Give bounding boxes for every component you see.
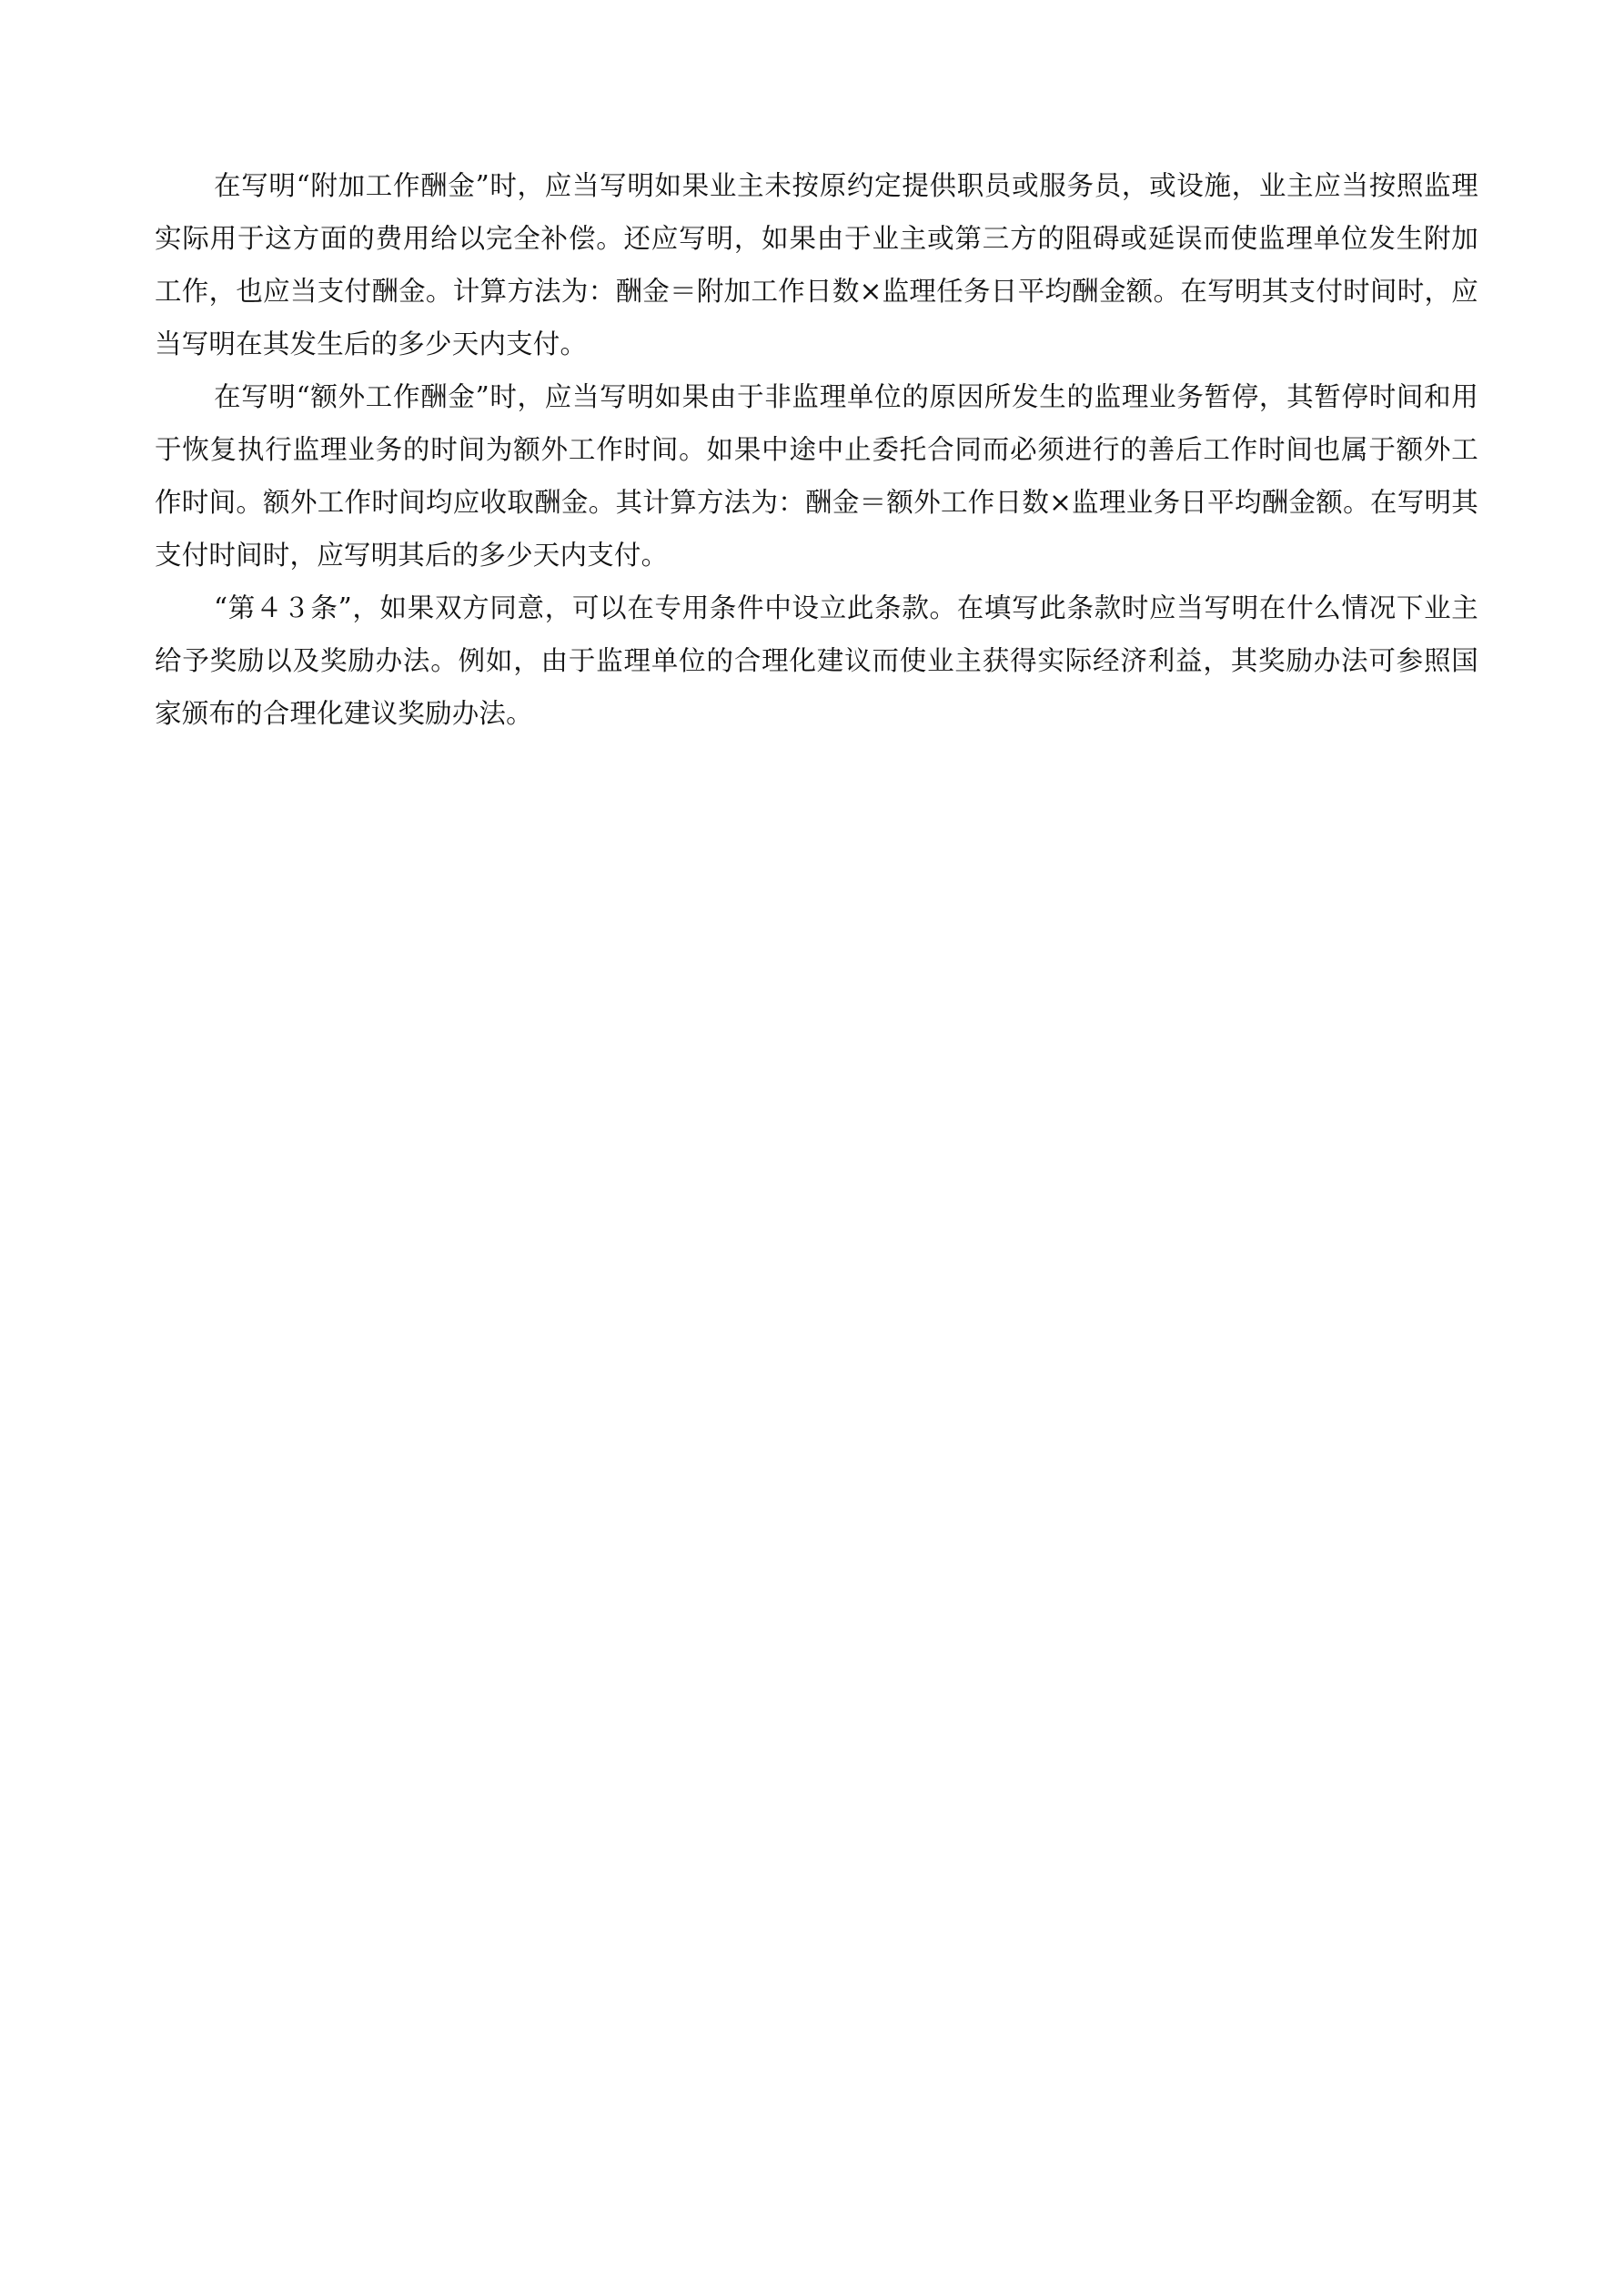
paragraph-article-43: “第４３条”，如果双方同意，可以在专用条件中设立此条款。在填写此条款时应当写明在什么情况下业主给予奖励以及奖励办法。例如，由于监理单位的合理化建议而使业主获得实际经济利益，其奖励办法可参照国家颁布的合理化建议奖励办法。 — [155, 592, 1478, 729]
paragraph-extra-work-fee: 在写明“额外工作酬金”时，应当写明如果由于非监理单位的原因所发生的监理业务暂停，其暂停时间和用于恢复执行监理业务的时间为额外工作时间。如果中途中止委托合同而必须进行的善后工作时间也属于额外工作时间。额外工作时间均应收取酬金。其计算方法为：酬金＝额外工作日数×监理业务日平均酬金额。在写明其支付时间时，应写明其后的多少天内支付。 — [155, 381, 1478, 571]
document-body — [155, 159, 1478, 740]
paragraph-additional-work-fee: 在写明“附加工作酬金”时，应当写明如果业主未按原约定提供职员或服务员，或设施，业主应当按照监理实际用于这方面的费用给以完全补偿。还应写明，如果由于业主或第三方的阻碍或延误而使监理单位发生附加工作，也应当支付酬金。计算方法为：酬金＝附加工作日数×监理任务日平均酬金额。在写明其支付时间时，应当写明在其发生后的多少天内支付。 — [155, 170, 1478, 359]
